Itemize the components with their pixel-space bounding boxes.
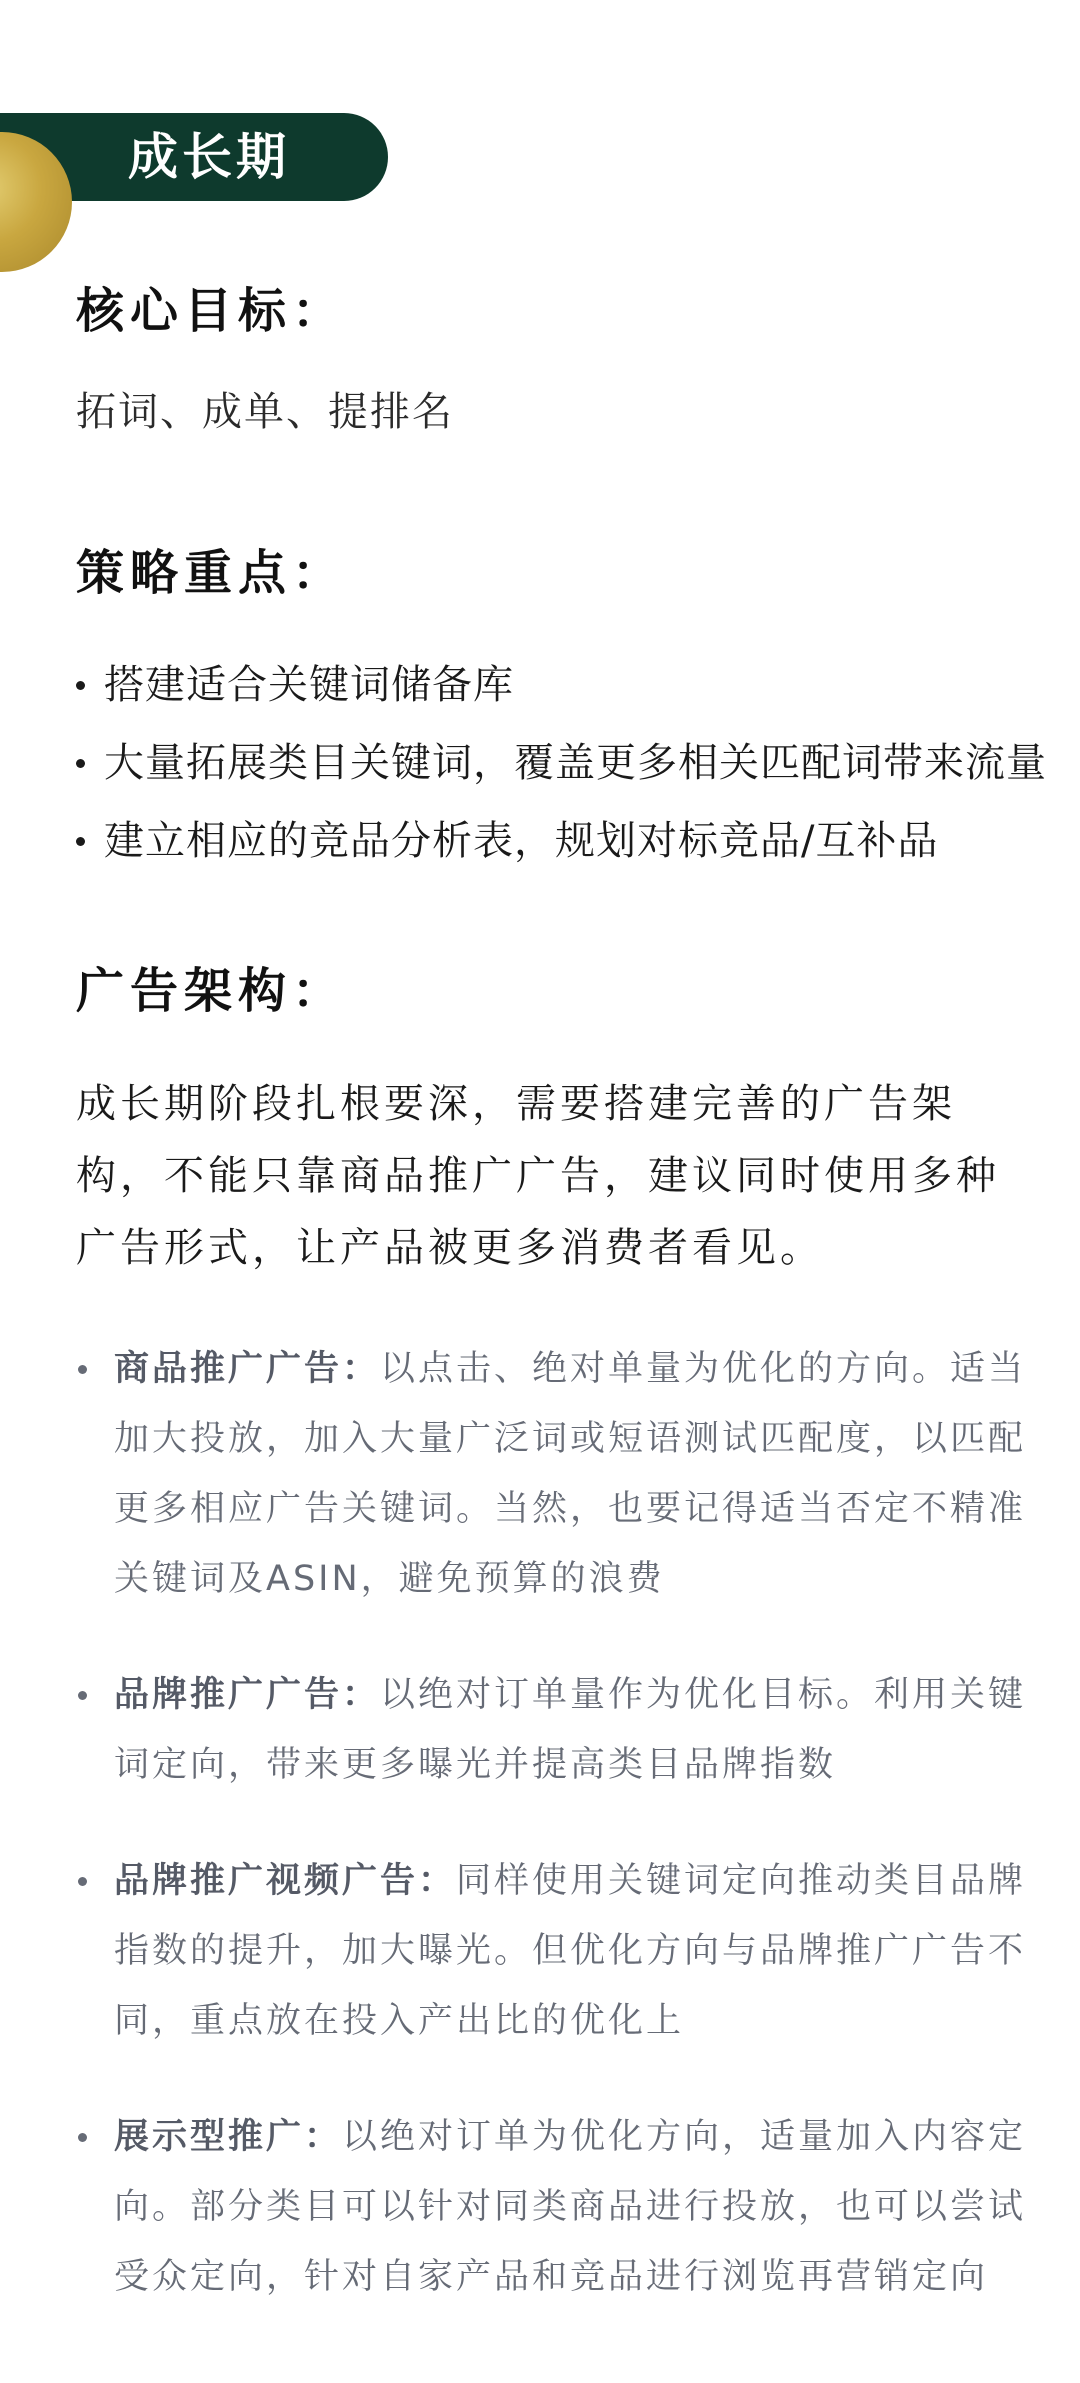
ad-type-name: 展示型推广：	[114, 2117, 343, 2157]
ad-type-item	[76, 1846, 1036, 2056]
ad-type-item	[76, 1334, 1036, 1614]
ad-type-item	[76, 1660, 1036, 1800]
ad-type-desc: 以绝对订单量作为优化目标。利用关键词定向，带来更多曝光并提高类目品牌指数	[114, 1675, 1027, 1785]
ad-type-list	[76, 1334, 1036, 2358]
ad-type-name: 品牌推广视频广告：	[114, 1861, 457, 1901]
ad-type-name: 品牌推广广告：	[114, 1675, 381, 1715]
strategy-heading: 策略重点：	[76, 545, 347, 601]
ad-type-desc: 以绝对订单为优化方向，适量加入内容定向。部分类目可以针对同类商品进行投放，也可以尝试受众定向，针对自家产品和竞品进行浏览再营销定向	[114, 2117, 1027, 2297]
strategy-item: 大量拓展类目关键词，覆盖更多相关匹配词带来流量	[76, 724, 1056, 802]
strategy-item: 建立相应的竞品分析表，规划对标竞品/互补品	[76, 802, 1056, 880]
phase-title: 成长期	[128, 128, 290, 186]
strategy-list	[76, 646, 1056, 880]
ad-type-desc: 以点击、绝对单量为优化的方向。适当加大投放，加入大量广泛词或短语测试匹配度，以匹配更多相应广告关键词。当然，也要记得适当否定不精准关键词及ASIN，避免预算的浪费	[114, 1349, 1027, 1599]
goal-heading: 核心目标：	[76, 283, 347, 339]
structure-heading: 广告架构：	[76, 963, 347, 1019]
ad-type-name: 商品推广广告：	[114, 1349, 381, 1389]
ad-type-desc: 同样使用关键词定向推动类目品牌指数的提升，加大曝光。但优化方向与品牌推广广告不同，重点放在投入产出比的优化上	[114, 1861, 1027, 2041]
structure-intro: 成长期阶段扎根要深，需要搭建完善的广告架构，不能只靠商品推广广告，建议同时使用多种广告形式，让产品被更多消费者看见。	[76, 1081, 1000, 1271]
goal-text: 拓词、成单、提排名	[76, 389, 454, 435]
ad-type-item	[76, 2102, 1036, 2312]
strategy-item: 搭建适合关键词储备库	[76, 646, 1056, 724]
